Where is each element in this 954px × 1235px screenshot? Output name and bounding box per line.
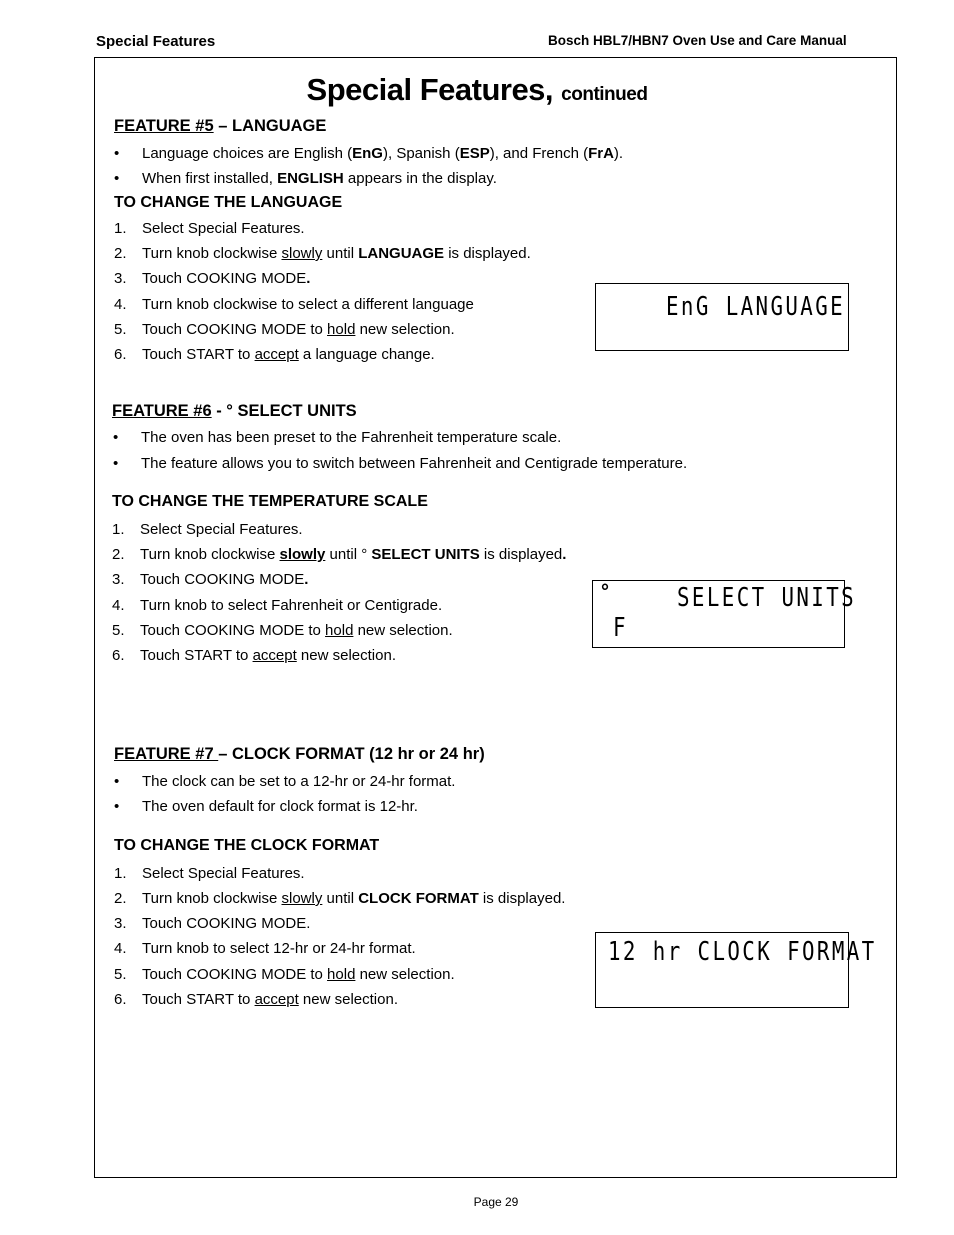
page-title-continued: continued	[561, 84, 648, 105]
bullet-text: The oven has been preset to the Fahrenheit temperature scale.	[141, 429, 562, 446]
feature-6-number: FEATURE #6	[112, 402, 212, 420]
feature-5-number: FEATURE #5	[114, 117, 214, 135]
bullet-text: Language choices are English (EnG), Spanish (ESP), and French (FrA).	[142, 145, 624, 162]
units-display-text: SELECT UNITS	[677, 583, 857, 613]
language-display-panel	[595, 283, 849, 351]
feature-6-heading	[112, 402, 357, 421]
bullet-marker: •	[113, 429, 119, 446]
bullet-marker: •	[114, 773, 120, 790]
feature-7-heading	[114, 745, 485, 764]
page-title	[0, 72, 954, 108]
feature-7-number: FEATURE #7	[114, 745, 219, 763]
feature-6-subheading: TO CHANGE THE TEMPERATURE SCALE	[112, 493, 428, 510]
feature-5-heading	[114, 117, 326, 136]
feature-5-title: – LANGUAGE	[213, 117, 327, 135]
feature-6-title: - ° SELECT UNITS	[211, 402, 357, 420]
feature-7-subheading: TO CHANGE THE CLOCK FORMAT	[114, 837, 380, 854]
bullet-marker: •	[113, 455, 119, 472]
bullet-marker: •	[114, 170, 120, 187]
page-number: Page 29	[473, 1195, 519, 1209]
bullet-text: The oven default for clock format is 12-hr.	[142, 798, 418, 815]
units-display-degree: °	[601, 581, 609, 603]
running-header-section: Special Features	[96, 33, 216, 50]
feature-7-title: – CLOCK FORMAT (12 hr or 24 hr)	[218, 745, 485, 763]
bullet-marker: •	[114, 145, 120, 162]
units-display-scale: F	[613, 613, 628, 643]
language-display-text: EnG LANGUAGE	[666, 292, 846, 322]
bullet-marker: •	[114, 798, 120, 815]
bullet-text: The feature allows you to switch between Fahrenheit and Centigrade temperature.	[141, 455, 688, 472]
page-title-main: Special Features,	[306, 72, 554, 107]
clock-format-display-text: 12 hr CLOCK FORMAT	[608, 937, 877, 967]
bullet-text: The clock can be set to a 12-hr or 24-hr format.	[142, 773, 456, 790]
running-header-manual-title: Bosch HBL7/HBN7 Oven Use and Care Manual	[548, 33, 847, 48]
units-display-panel	[592, 580, 857, 648]
feature-5-subheading: TO CHANGE THE LANGUAGE	[114, 194, 343, 211]
bullet-text: When first installed, ENGLISH appears in the display.	[142, 170, 497, 187]
clock-format-display-panel	[595, 932, 877, 1008]
